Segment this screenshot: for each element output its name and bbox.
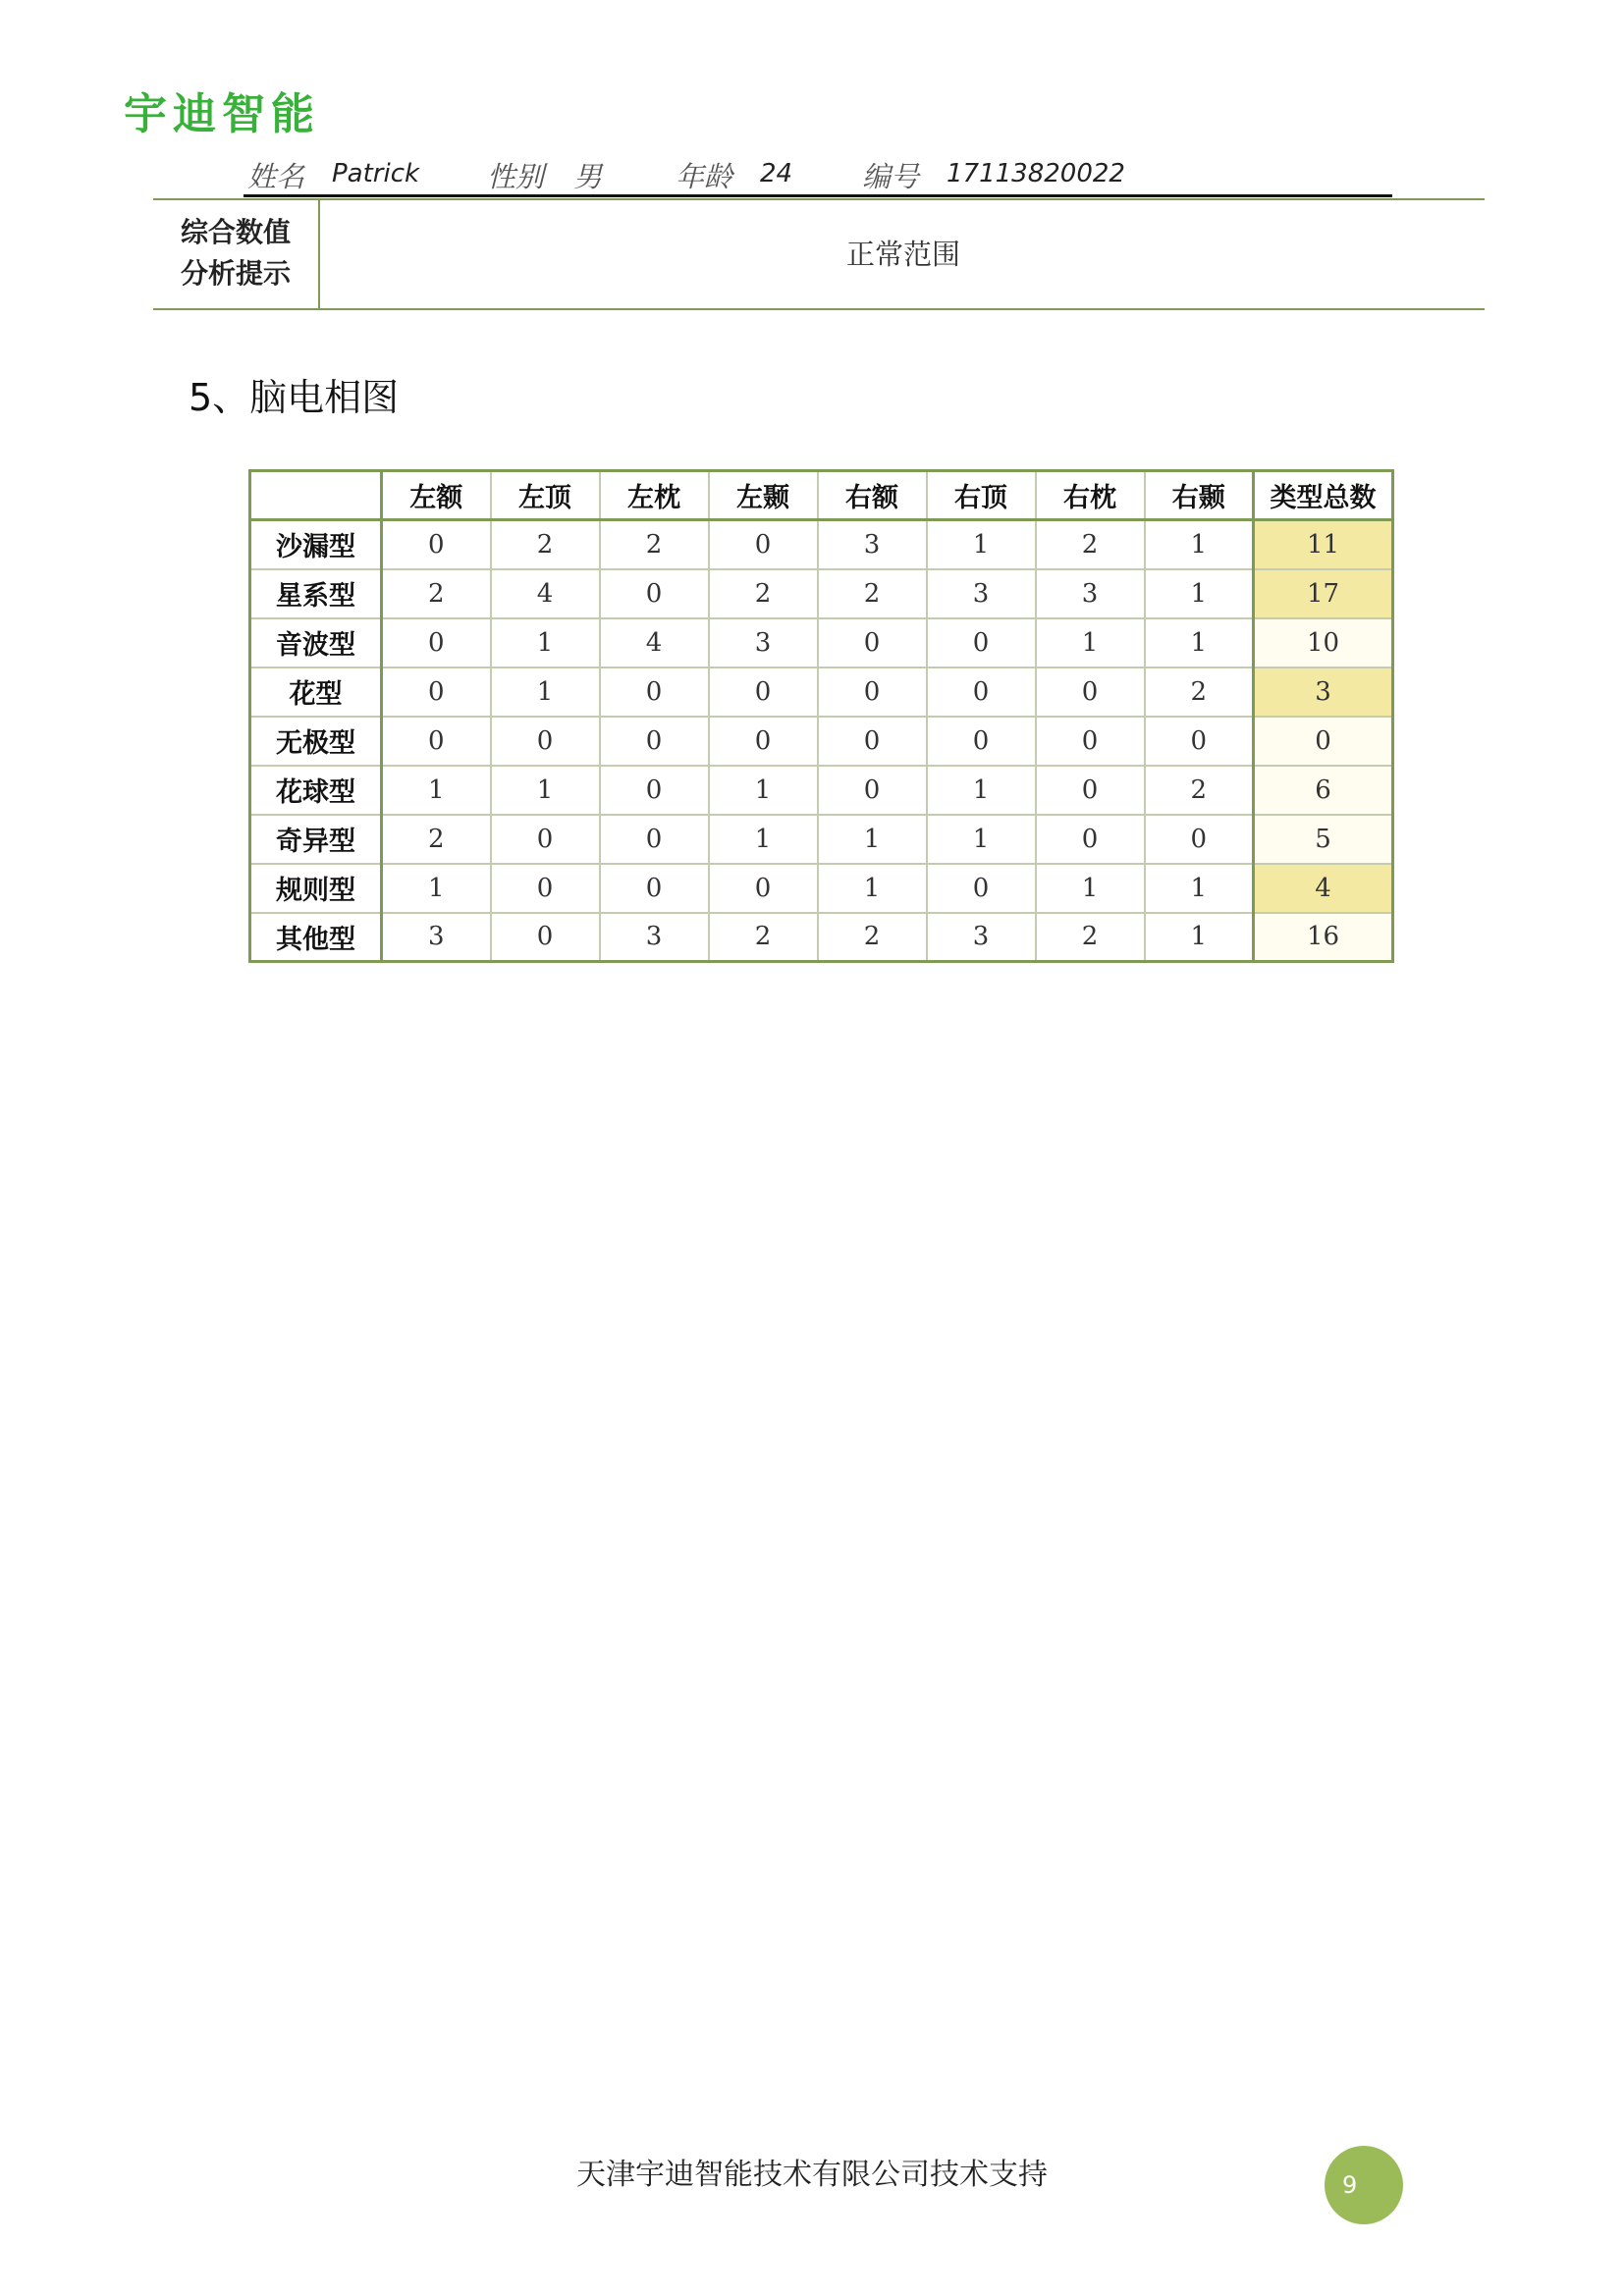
analysis-hint-box [153, 198, 1485, 310]
table-cell: 0 [818, 717, 927, 766]
table-cell: 2 [1036, 913, 1145, 962]
table-cell: 0 [600, 864, 709, 913]
row-label: 花球型 [250, 766, 382, 815]
table-cell: 4 [600, 618, 709, 667]
row-label: 音波型 [250, 618, 382, 667]
total-cell: 5 [1254, 815, 1393, 864]
column-header-total: 类型总数 [1254, 471, 1393, 520]
table-cell: 0 [491, 717, 600, 766]
row-label: 规则型 [250, 864, 382, 913]
table-cell: 1 [1145, 618, 1254, 667]
table-cell: 0 [1145, 815, 1254, 864]
table-cell: 1 [1145, 864, 1254, 913]
table-cell: 1 [927, 520, 1036, 569]
column-header: 左额 [382, 471, 491, 520]
table-cell: 0 [818, 618, 927, 667]
patient-age: 24 [760, 159, 793, 188]
table-cell: 0 [382, 520, 491, 569]
table-cell: 0 [491, 864, 600, 913]
table-cell: 1 [709, 815, 818, 864]
table-cell: 0 [600, 717, 709, 766]
total-cell: 4 [1254, 864, 1393, 913]
table-cell: 0 [382, 717, 491, 766]
table-cell: 3 [927, 569, 1036, 618]
column-header: 右顶 [927, 471, 1036, 520]
table-cell: 4 [491, 569, 600, 618]
table-cell: 1 [382, 766, 491, 815]
table-cell: 0 [927, 618, 1036, 667]
table-row [250, 520, 1393, 569]
table-cell: 0 [382, 667, 491, 717]
table-cell: 2 [1145, 766, 1254, 815]
table-cell: 3 [1036, 569, 1145, 618]
age-label: 年龄 [676, 160, 733, 193]
gender-label: 性别 [487, 160, 545, 193]
table-cell: 1 [491, 618, 600, 667]
analysis-hint-value: 正常范围 [845, 238, 960, 271]
table-cell: 0 [709, 864, 818, 913]
table-row [250, 667, 1393, 717]
table-cell: 0 [600, 569, 709, 618]
table-header-row [250, 471, 1393, 520]
table-row [250, 618, 1393, 667]
table-cell: 3 [818, 520, 927, 569]
eeg-phase-table [248, 469, 1394, 963]
page-number-badge: 9 [1325, 2146, 1403, 2224]
table-corner-cell [250, 471, 382, 520]
hint-label-line2: 分析提示 [180, 257, 291, 290]
row-label: 星系型 [250, 569, 382, 618]
table-cell: 1 [1145, 913, 1254, 962]
table-cell: 2 [600, 520, 709, 569]
table-cell: 2 [1145, 667, 1254, 717]
table-cell: 3 [600, 913, 709, 962]
table-cell: 0 [927, 667, 1036, 717]
table-cell: 1 [709, 766, 818, 815]
table-cell: 2 [491, 520, 600, 569]
name-label: 姓名 [247, 160, 305, 193]
table-row [250, 717, 1393, 766]
table-cell: 3 [382, 913, 491, 962]
row-label: 花型 [250, 667, 382, 717]
section-title: 5、脑电相图 [189, 376, 400, 419]
table-cell: 0 [491, 815, 600, 864]
hint-label-line1: 综合数值 [180, 216, 291, 248]
total-cell: 6 [1254, 766, 1393, 815]
table-row [250, 913, 1393, 962]
table-cell: 2 [382, 569, 491, 618]
table-cell: 0 [1145, 717, 1254, 766]
table-cell: 1 [1145, 520, 1254, 569]
table-cell: 1 [382, 864, 491, 913]
patient-gender: 男 [573, 160, 603, 193]
total-cell: 10 [1254, 618, 1393, 667]
table-cell: 1 [1145, 569, 1254, 618]
total-cell: 11 [1254, 520, 1393, 569]
table-cell: 2 [818, 913, 927, 962]
table-cell: 2 [818, 569, 927, 618]
table-cell: 1 [1036, 618, 1145, 667]
table-cell: 0 [709, 667, 818, 717]
table-cell: 1 [491, 766, 600, 815]
table-cell: 0 [818, 667, 927, 717]
column-header: 左枕 [600, 471, 709, 520]
total-cell: 16 [1254, 913, 1393, 962]
brand-logo: 宇迪智能 [124, 89, 320, 139]
row-label: 其他型 [250, 913, 382, 962]
table-cell: 0 [600, 815, 709, 864]
table-cell: 0 [600, 667, 709, 717]
table-row [250, 569, 1393, 618]
table-cell: 2 [382, 815, 491, 864]
table-cell: 0 [1036, 667, 1145, 717]
table-cell: 1 [491, 667, 600, 717]
table-cell: 0 [709, 520, 818, 569]
table-cell: 0 [709, 717, 818, 766]
column-header: 右额 [818, 471, 927, 520]
row-label: 奇异型 [250, 815, 382, 864]
patient-id: 17113820022 [947, 159, 1125, 188]
table-cell: 1 [818, 864, 927, 913]
table-cell: 1 [1036, 864, 1145, 913]
row-label: 沙漏型 [250, 520, 382, 569]
table-cell: 2 [709, 569, 818, 618]
column-header: 左顶 [491, 471, 600, 520]
table-cell: 0 [1036, 815, 1145, 864]
column-header: 右枕 [1036, 471, 1145, 520]
patient-name: Patrick [332, 159, 420, 188]
total-cell: 0 [1254, 717, 1393, 766]
table-cell: 0 [927, 717, 1036, 766]
table-cell: 0 [1036, 766, 1145, 815]
table-cell: 0 [818, 766, 927, 815]
table-cell: 1 [818, 815, 927, 864]
id-label: 编号 [862, 160, 920, 193]
table-cell: 2 [709, 913, 818, 962]
table-row [250, 864, 1393, 913]
table-row [250, 766, 1393, 815]
table-cell: 3 [709, 618, 818, 667]
table-cell: 2 [1036, 520, 1145, 569]
table-cell: 0 [1036, 717, 1145, 766]
table-cell: 1 [927, 815, 1036, 864]
table-cell: 0 [927, 864, 1036, 913]
total-cell: 3 [1254, 667, 1393, 717]
table-cell: 0 [491, 913, 600, 962]
table-row [250, 815, 1393, 864]
column-header: 右颞 [1145, 471, 1254, 520]
table-cell: 3 [927, 913, 1036, 962]
analysis-hint-label [153, 200, 320, 308]
table-cell: 0 [600, 766, 709, 815]
row-label: 无极型 [250, 717, 382, 766]
table-cell: 0 [382, 618, 491, 667]
patient-info-row [244, 147, 1392, 197]
footer-text: 天津宇迪智能技术有限公司技术支持 [576, 2158, 1048, 2192]
table-cell: 1 [927, 766, 1036, 815]
total-cell: 17 [1254, 569, 1393, 618]
column-header: 左颞 [709, 471, 818, 520]
